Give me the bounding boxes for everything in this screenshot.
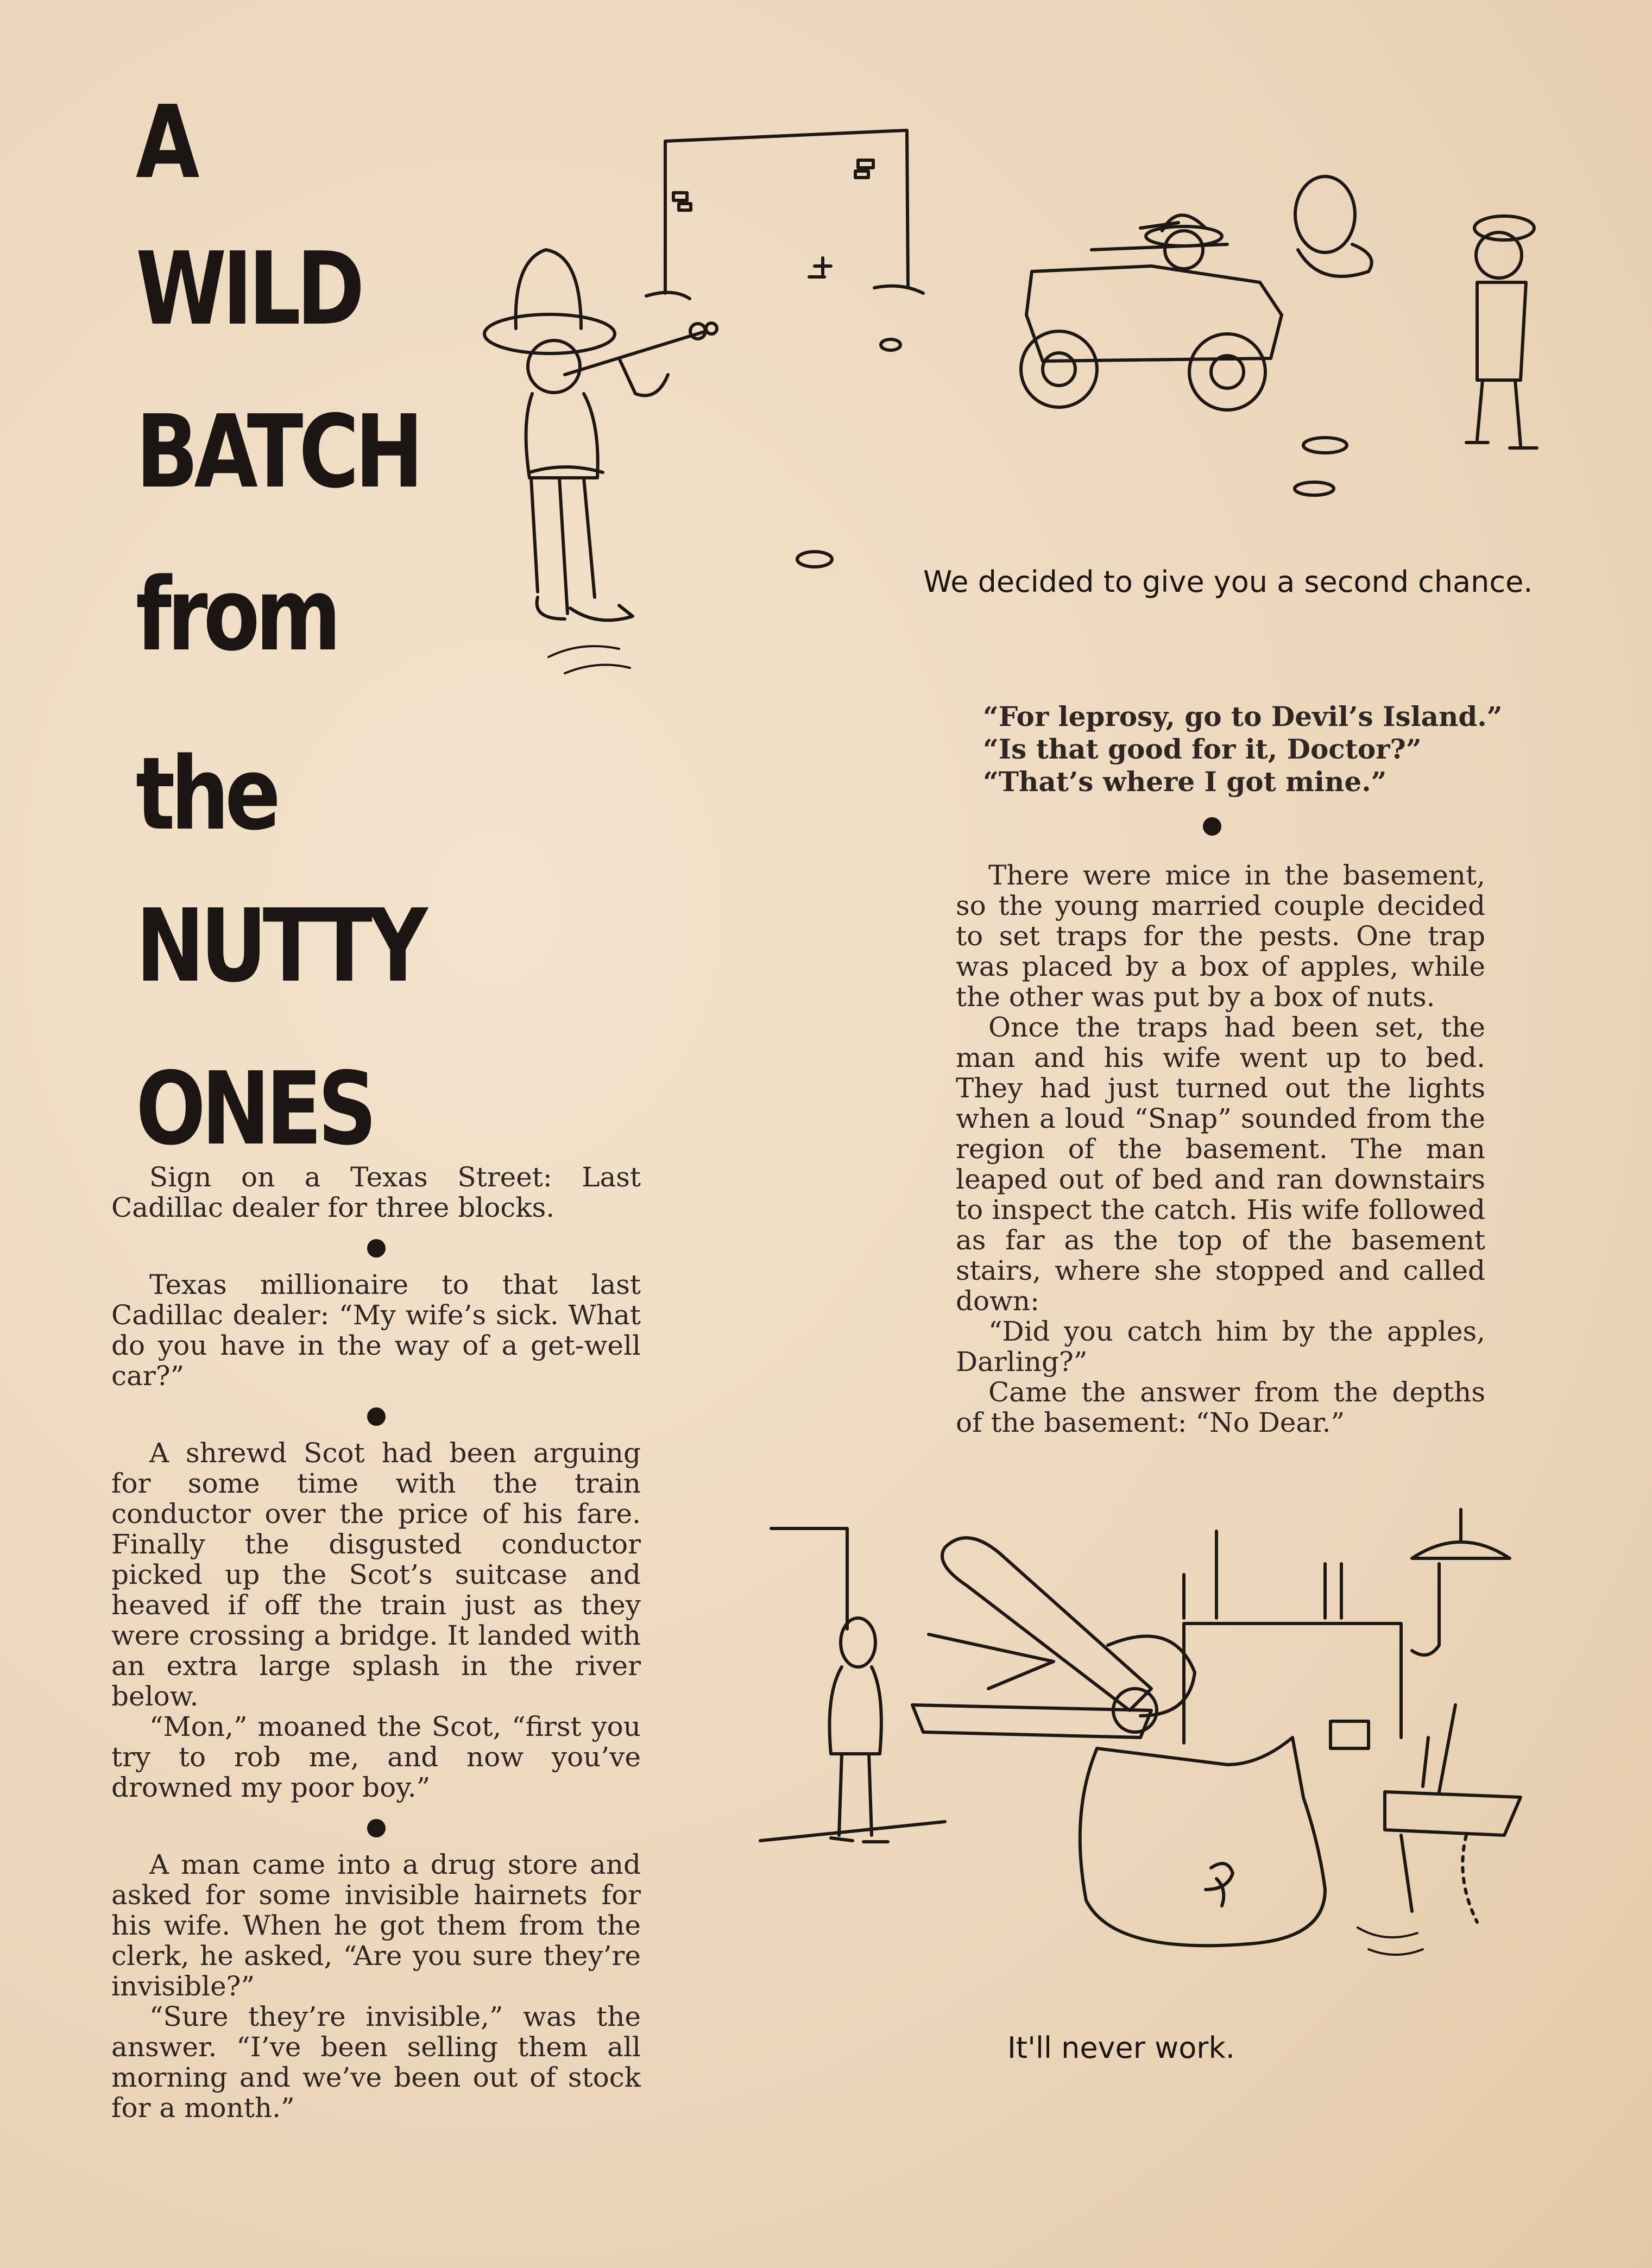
title-word-from: from <box>136 556 337 673</box>
title-word-a: A <box>136 84 196 201</box>
old-car <box>1026 266 1282 361</box>
mice-joke <box>956 860 1485 1438</box>
joke-texas-sign: Sign on a Texas Street: Last Cadillac dealer for three blocks. <box>111 1161 641 1223</box>
title-word-nutty: NUTTY <box>136 887 424 1005</box>
cartoon-mousetrap <box>760 1509 1553 2009</box>
separator-dot <box>1203 817 1221 836</box>
mice-paragraph-4: Came the answer from the depths of the basement: “No Dear.” <box>956 1376 1485 1438</box>
mice-paragraph-3: “Did you catch him by the apples, Darling?” <box>956 1316 1485 1378</box>
joke-scot-paragraph-2: “Mon,” moaned the Scot, “first you try to rob me, and now you’ve drowned my poor boy.” <box>111 1711 641 1803</box>
leprosy-line-3: “That’s where I got mine.” <box>983 766 1387 798</box>
title-word-ones: ONES <box>136 1050 373 1167</box>
top-cartoon-caption: We decided to give you a second chance. <box>923 565 1533 599</box>
separator-dot <box>367 1819 386 1837</box>
joke-texas-millionaire: Texas millionaire to that last Cadillac dealer: “My wife’s sick. What do you have in the way of a get-well car?” <box>111 1269 641 1392</box>
leprosy-line-1: “For leprosy, go to Devil’s Island.” <box>983 700 1503 732</box>
title-word-the: the <box>136 735 276 852</box>
joke-hairnets-paragraph-1: A man came into a drug store and asked for some invisible hairnets for his wife. When he got them from the clerk, he asked, “Are you sure they’re invisible?” <box>111 1849 641 2002</box>
left-column <box>111 1162 641 2123</box>
ceiling-lamp <box>1412 1509 1510 1558</box>
sombrero <box>484 314 615 353</box>
joke-scot-paragraph-1: A shrewd Scot had been arguing for some time with the train conductor over the price of his fare. Finally the disgusted conductor picked up the Scot’s suitcase and heaved if off the train just as they were crossing a bridge. It landed with an extra large splash in the river below. <box>111 1437 641 1712</box>
bottom-cartoon-caption: It'll never work. <box>1007 2031 1235 2065</box>
separator-dot <box>367 1239 386 1258</box>
title-word-batch: BATCH <box>136 393 420 510</box>
separator-dot <box>367 1407 386 1426</box>
rifle <box>565 331 706 395</box>
joke-hairnets-paragraph-2: “Sure they’re invisible,” was the answer. “I’ve been selling them all morning and we’ve been out of stock for a month.” <box>111 2001 641 2124</box>
trap-arm <box>942 1538 1151 1710</box>
cartoon-firing-squad <box>456 119 1597 717</box>
title-word-wild: WILD <box>136 230 361 348</box>
leprosy-joke <box>983 700 1502 798</box>
mice-paragraph-2: Once the traps had been set, the man and his wife went up to bed. They had just turned out the lights when a loud “Snap” sounded from the region of the basement. The man leaped out of bed and ran downstairs to inspect the catch. His wife followed as far as the top of the basement stairs, where she stopped and called down: <box>956 1012 1485 1317</box>
leprosy-line-2: “Is that good for it, Doctor?” <box>983 733 1422 765</box>
mice-paragraph-1: There were mice in the basement, so the young married couple decided to set traps for the pests. One trap was placed by a box of apples, while the other was put by a box of nuts. <box>956 860 1485 1013</box>
wall-illustration <box>665 130 908 293</box>
